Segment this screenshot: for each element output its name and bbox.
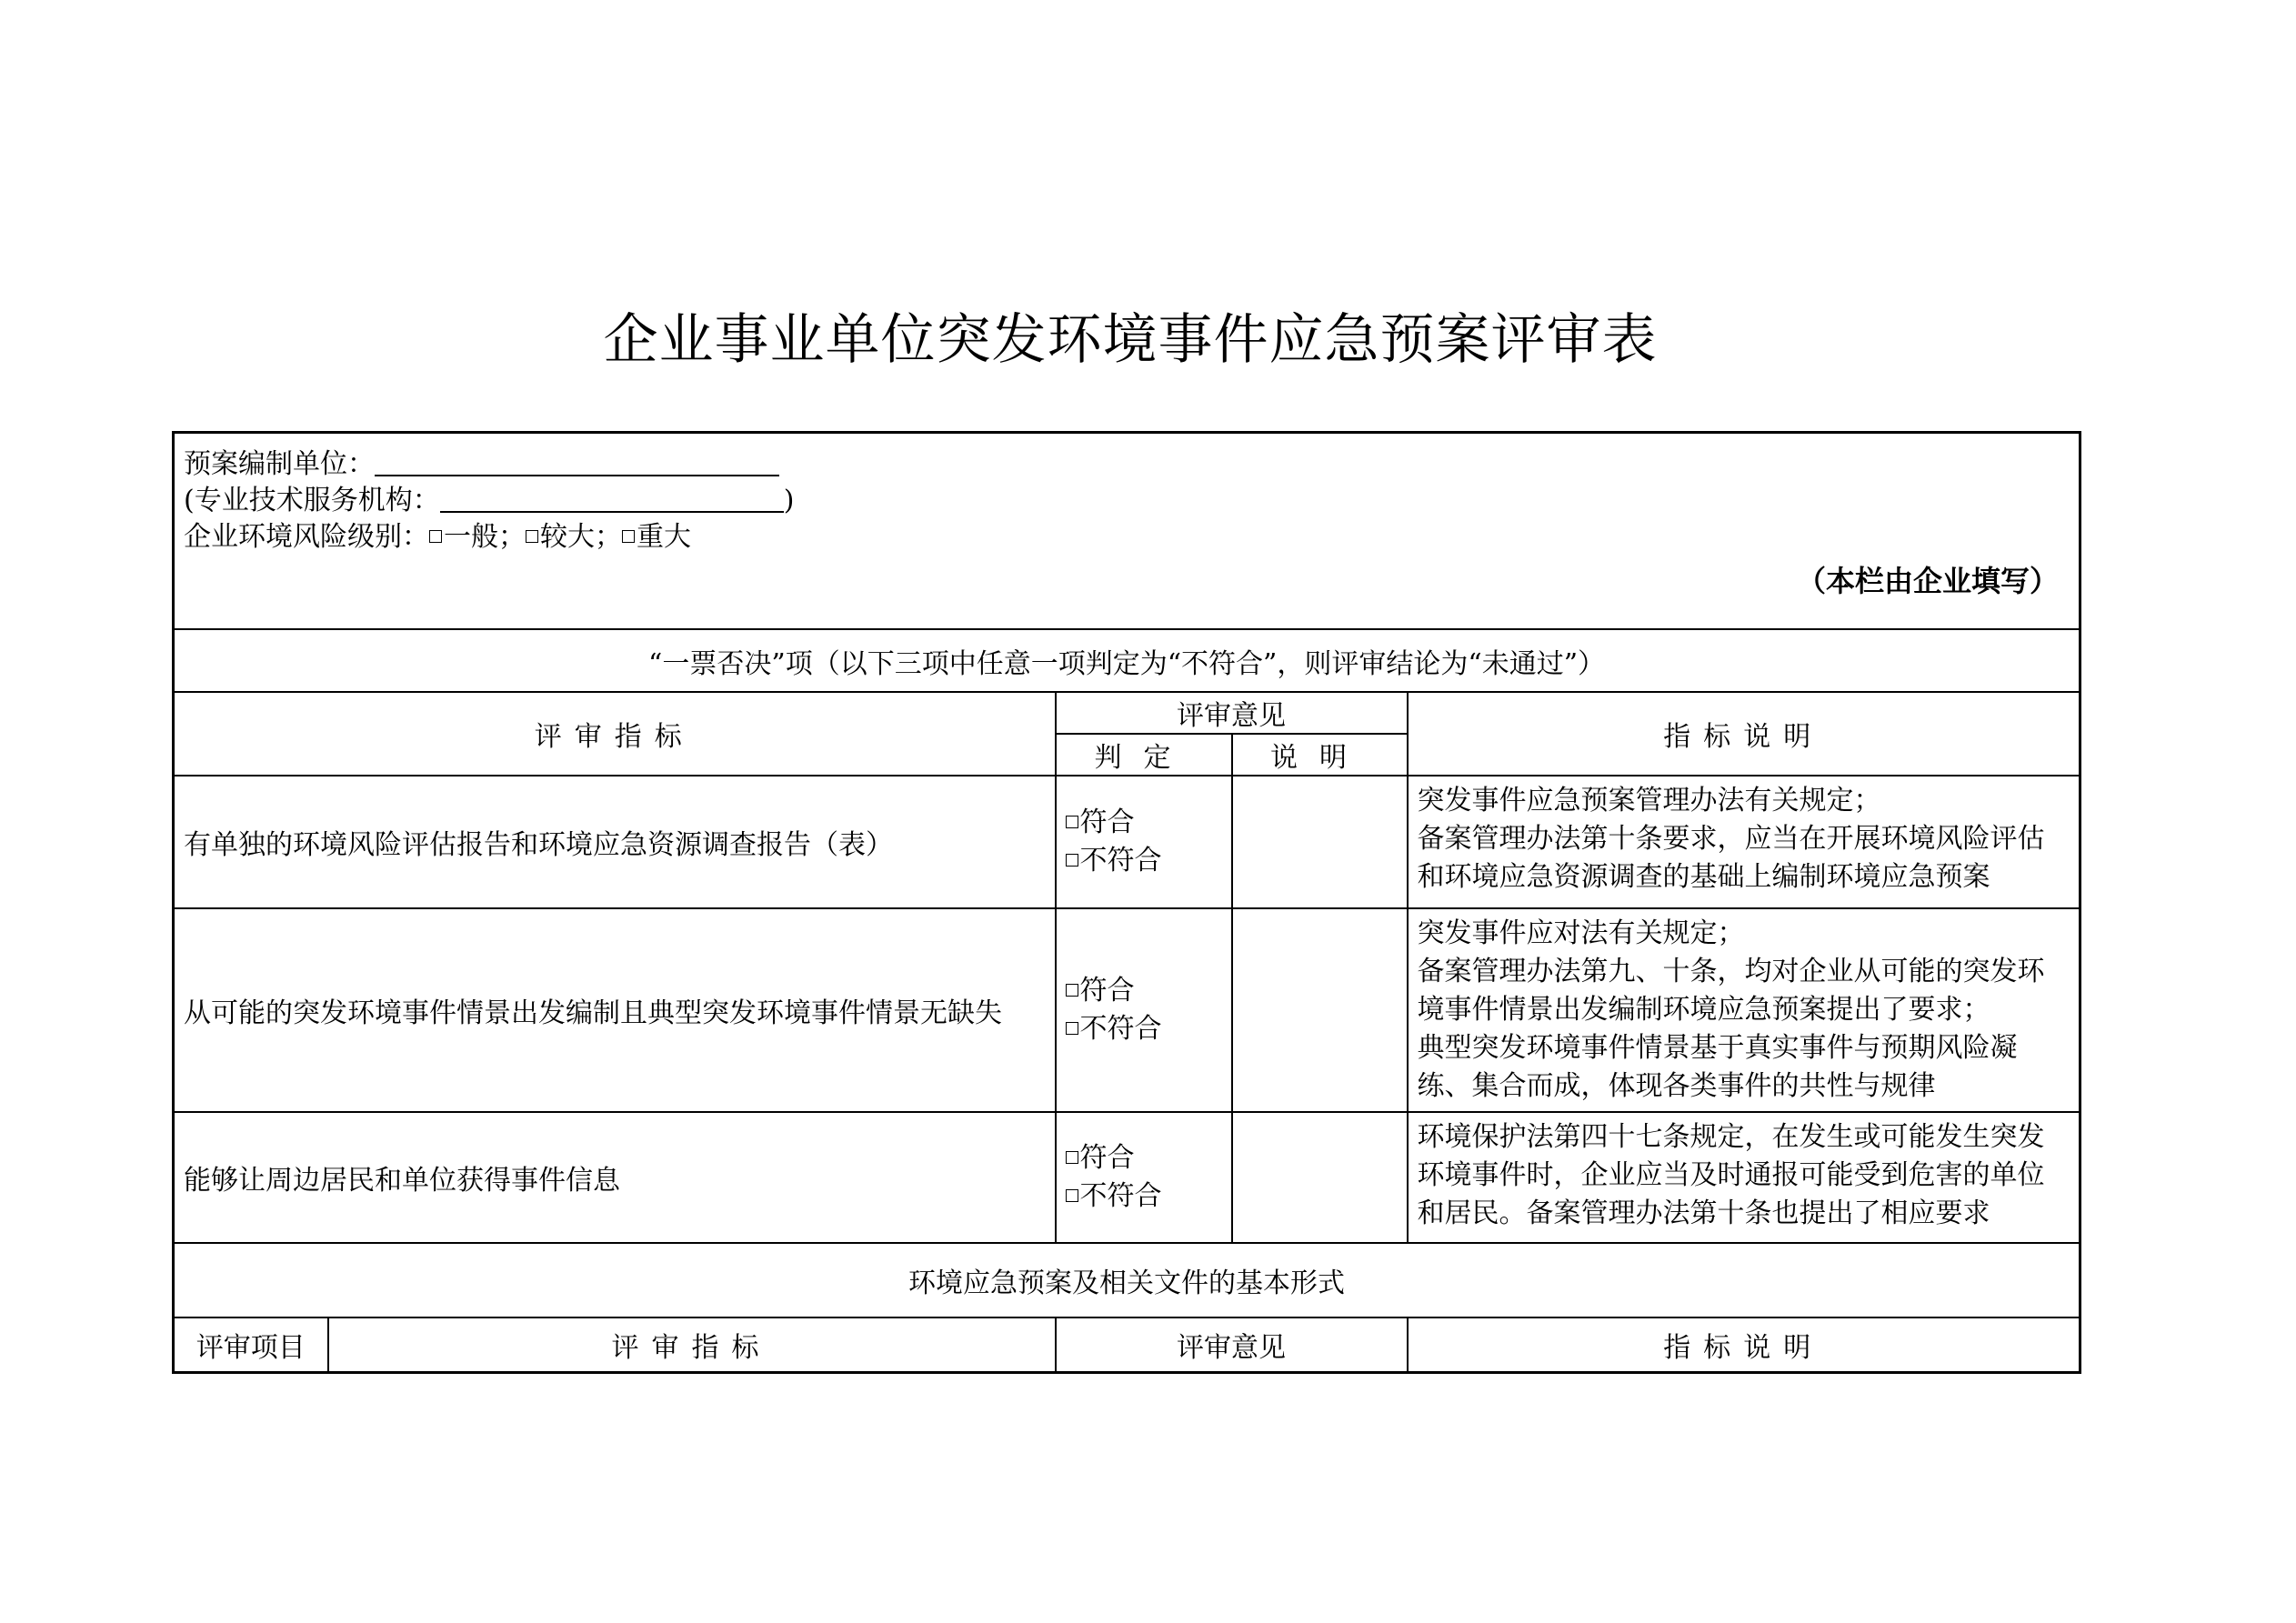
explain-cell-2 bbox=[1408, 908, 2080, 1112]
risk-level-label: 企业环境风险级别： bbox=[184, 521, 429, 553]
table-row bbox=[174, 1112, 2080, 1243]
col-indicator-header: 评审指标 bbox=[174, 692, 1056, 776]
option-fail-label: 不符合 bbox=[1079, 1180, 1162, 1212]
option-fail-label: 不符合 bbox=[1079, 1013, 1162, 1045]
tech-org-field[interactable] bbox=[440, 484, 784, 513]
risk-option-larger: 较大； bbox=[540, 521, 622, 553]
checkbox-pass[interactable] bbox=[1066, 1151, 1078, 1164]
table-row bbox=[174, 776, 2080, 908]
table-row bbox=[174, 908, 2080, 1112]
checkbox-general[interactable] bbox=[429, 530, 442, 543]
veto-indicator-2: 从可能的突发环境事件情景出发编制且典型突发环境事件情景无缺失 bbox=[174, 908, 1056, 1112]
tech-org-close: ) bbox=[783, 485, 795, 516]
option-fail-label: 不符合 bbox=[1079, 845, 1162, 877]
checkbox-pass[interactable] bbox=[1066, 816, 1078, 828]
prep-unit-field[interactable] bbox=[375, 447, 779, 476]
explain-line: 突发事件应对法有关规定； bbox=[1417, 917, 1745, 949]
judge-cell-1 bbox=[1056, 776, 1232, 908]
checkbox-fail[interactable] bbox=[1066, 854, 1078, 867]
explain-line: 典型突发环境事件情景基于真实事件与预期风险凝 bbox=[1417, 1032, 2018, 1064]
col-judge-header: 判定 bbox=[1056, 734, 1232, 776]
explain-line: 境事件情景出发编制环境应急预案提出了要求； bbox=[1417, 994, 1990, 1026]
option-pass-label: 符合 bbox=[1079, 1142, 1135, 1174]
judge-cell-2 bbox=[1056, 908, 1232, 1112]
info-cell bbox=[174, 433, 2080, 630]
risk-option-general: 一般； bbox=[444, 521, 526, 553]
basic-header: 环境应急预案及相关文件的基本形式 bbox=[174, 1243, 2080, 1317]
explain-line: 环境事件时，企业应当及时通报可能受到危害的单位 bbox=[1417, 1159, 2045, 1191]
judge-cell-3 bbox=[1056, 1112, 1232, 1243]
tech-org-label: (专业技术服务机构： bbox=[184, 485, 440, 516]
explain-line: 练、集合而成，体现各类事件的共性与规律 bbox=[1417, 1070, 1936, 1102]
basic-col-opinion: 评审意见 bbox=[1056, 1317, 1408, 1372]
checkbox-larger[interactable] bbox=[526, 530, 538, 543]
option-pass-label: 符合 bbox=[1079, 806, 1135, 838]
fill-note: （本栏由企业填写） bbox=[1797, 564, 2060, 598]
page-title: 企业事业单位突发环境事件应急预案评审表 bbox=[603, 308, 1658, 372]
explain-line: 和环境应急资源调查的基础上编制环境应急预案 bbox=[1417, 861, 1990, 893]
explain-cell-3 bbox=[1408, 1112, 2080, 1243]
info-row bbox=[174, 433, 2080, 630]
remark-cell-2[interactable] bbox=[1232, 908, 1408, 1112]
review-form-table bbox=[172, 431, 2081, 1374]
veto-indicator-3: 能够让周边居民和单位获得事件信息 bbox=[174, 1112, 1056, 1243]
remark-cell-1[interactable] bbox=[1232, 776, 1408, 908]
col-opinion-header: 评审意见 bbox=[1056, 692, 1408, 734]
veto-header-row bbox=[174, 629, 2080, 692]
checkbox-fail[interactable] bbox=[1066, 1022, 1078, 1035]
remark-cell-3[interactable] bbox=[1232, 1112, 1408, 1243]
basic-col-item: 评审项目 bbox=[174, 1317, 328, 1372]
veto-header: “一票否决”项（以下三项中任意一项判定为“不符合”，则评审结论为“未通过”） bbox=[174, 629, 2080, 692]
explain-cell-1 bbox=[1408, 776, 2080, 908]
checkbox-major[interactable] bbox=[622, 530, 635, 543]
explain-line: 备案管理办法第十条要求，应当在开展环境风险评估 bbox=[1417, 823, 2045, 855]
risk-option-major: 重大 bbox=[637, 521, 691, 553]
explain-line: 和居民。备案管理办法第十条也提出了相应要求 bbox=[1417, 1197, 1990, 1229]
checkbox-fail[interactable] bbox=[1066, 1189, 1078, 1202]
basic-col-explain: 指标说明 bbox=[1408, 1317, 2080, 1372]
basic-col-indicator: 评审指标 bbox=[328, 1317, 1056, 1372]
option-pass-label: 符合 bbox=[1079, 975, 1135, 1007]
checkbox-pass[interactable] bbox=[1066, 984, 1078, 997]
col-remark-header: 说明 bbox=[1232, 734, 1408, 776]
explain-line: 备案管理办法第九、十条，均对企业从可能的突发环 bbox=[1417, 956, 2045, 987]
prep-unit-label: 预案编制单位： bbox=[184, 448, 375, 480]
explain-line: 突发事件应急预案管理办法有关规定； bbox=[1417, 785, 1881, 817]
basic-header-row bbox=[174, 1243, 2080, 1317]
veto-indicator-1: 有单独的环境风险评估报告和环境应急资源调查报告（表） bbox=[174, 776, 1056, 908]
col-explain-header: 指标说明 bbox=[1408, 692, 2080, 776]
basic-col-header-row bbox=[174, 1317, 2080, 1372]
veto-col-header-row bbox=[174, 692, 2080, 734]
explain-line: 环境保护法第四十七条规定，在发生或可能发生突发 bbox=[1417, 1121, 2045, 1153]
